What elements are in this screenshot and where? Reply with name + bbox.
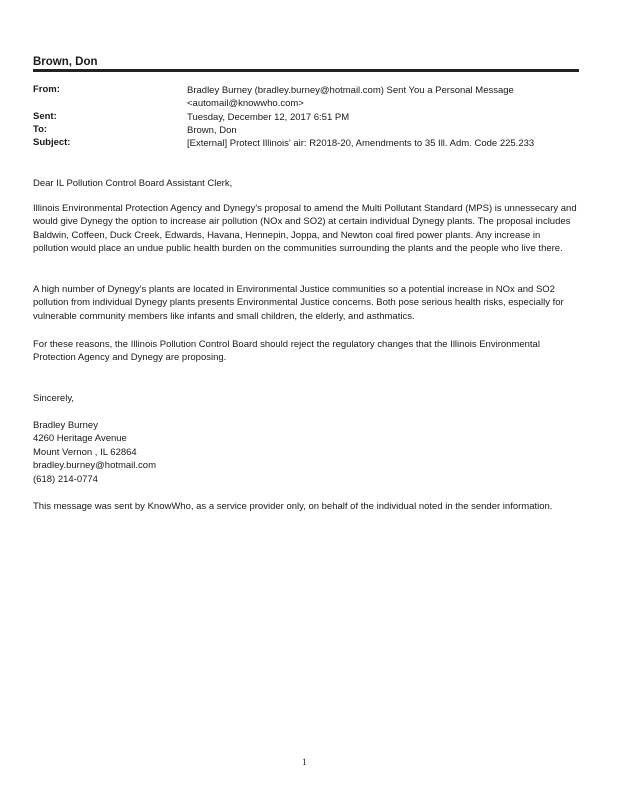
sent-value: Tuesday, December 12, 2017 6:51 PM [187, 112, 350, 123]
header-divider [33, 69, 579, 72]
signature-city: Mount Vernon , IL 62864 [33, 446, 137, 458]
page-number: 1 [302, 757, 307, 767]
body-paragraph-2: A high number of Dynegy's plants are located in Environmental Justice communities so a potential increase in NOx and SO2 pollution from individual Dynegy plants presents Environmental Justice concerns. Both pose serious health risks, especially for vulnerable community members like infants and small children, the elderly, and asthmatics. [33, 284, 564, 322]
to-value: Brown, Don [187, 125, 237, 136]
signature-email: bradley.burney@hotmail.com [33, 460, 156, 472]
from-value: Bradley Burney (bradley.burney@hotmail.com) Sent You a Personal Message <automail@knowwho.com> [187, 85, 514, 109]
body-paragraph-3: For these reasons, the Illinois Pollution Control Board should reject the regulatory changes that the Illinois Environmental Protection Agency and Dynegy are proposing. [33, 339, 540, 364]
signature-block [33, 419, 578, 486]
sent-label: Sent: [33, 111, 57, 122]
to-label: To: [33, 124, 48, 135]
salutation: Dear IL Pollution Control Board Assistant Clerk, [33, 178, 233, 189]
footer-note: This message was sent by KnowWho, as a service provider only, on behalf of the individual noted in the sender information. [33, 501, 553, 512]
signature-phone: (618) 214-0774 [33, 473, 98, 485]
signature-name: Bradley Burney [33, 420, 98, 431]
subject-label: Subject: [33, 137, 71, 148]
sender-name-heading: Brown, Don [33, 56, 98, 68]
from-label: From: [33, 84, 60, 95]
subject-value: [External] Protect Illinois' air: R2018-20, Amendments to 35 Ill. Adm. Code 225.233 [187, 138, 535, 149]
body-paragraph-1: Illinois Environmental Protection Agency and Dynegy's proposal to amend the Multi Pollutant Standard (MPS) is unnessecary and would give Dynegy the option to increase air pollution (NOx and SO2) at certain individual Dynegy plants. The proposal includes Baldwin, Coffeen, Duck Creek, Edwards, Havana, Hennepin, Joppa, and Newton coal fired power plants. Any increase in pollution would place an undue public health burden on the communities surrounding the plants and the people who live there. [33, 203, 577, 255]
signature-street: 4260 Heritage Avenue [33, 433, 127, 445]
closing: Sincerely, [33, 393, 75, 404]
